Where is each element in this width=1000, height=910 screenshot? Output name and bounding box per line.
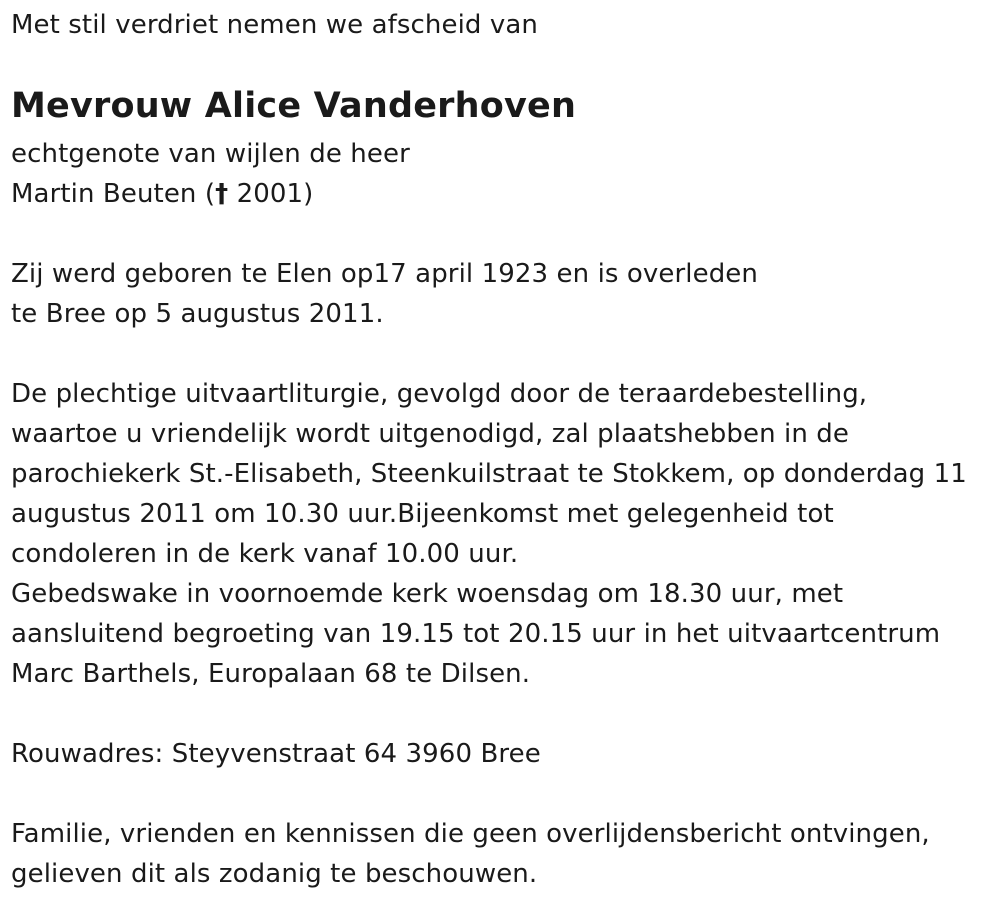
service-line: condoleren in de kerk vanaf 10.00 uur.: [11, 539, 519, 569]
family-line-1: Familie, vrienden en kennissen die geen overlijdensbericht ontvingen,: [11, 819, 930, 849]
deceased-name: Mevrouw Alice Vanderhoven: [11, 86, 577, 126]
mourning-address: Rouwadres: Steyvenstraat 64 3960 Bree: [11, 739, 541, 769]
vigil-line: Gebedswake in voornoemde kerk woensdag om 18.30 uur, met: [11, 579, 844, 609]
cross-icon: †: [215, 179, 229, 209]
death-line: te Bree op 5 augustus 2011.: [11, 299, 384, 329]
service-line: parochiekerk St.-Elisabeth, Steenkuilstraat te Stokkem, op donderdag 11: [11, 459, 967, 489]
birth-line: Zij werd geboren te Elen op17 april 1923 en is overleden: [11, 259, 758, 289]
spouse-line-1: echtgenote van wijlen de heer: [11, 139, 410, 169]
family-notice-block: [11, 814, 930, 894]
spouse-line-2: [11, 174, 410, 214]
service-block: [11, 374, 967, 694]
service-line: waartoe u vriendelijk wordt uitgenodigd, zal plaatshebben in de: [11, 419, 849, 449]
service-line: augustus 2011 om 10.30 uur.Bijeenkomst met gelegenheid tot: [11, 499, 834, 529]
address-block: [11, 734, 541, 774]
vigil-line: aansluitend begroeting van 19.15 tot 20.15 uur in het uitvaartcentrum: [11, 619, 941, 649]
spouse-name: Martin Beuten (: [11, 179, 216, 209]
spouse-death-year: 2001): [228, 179, 314, 209]
spouse-block: [11, 134, 410, 214]
family-line-2: gelieven dit als zodanig te beschouwen.: [11, 859, 538, 889]
vigil-line: Marc Barthels, Europalaan 68 te Dilsen.: [11, 659, 531, 689]
birth-death-block: [11, 254, 758, 334]
intro-text: Met stil verdriet nemen we afscheid van: [11, 10, 538, 40]
service-line: De plechtige uitvaartliturgie, gevolgd door de teraardebestelling,: [11, 379, 868, 409]
